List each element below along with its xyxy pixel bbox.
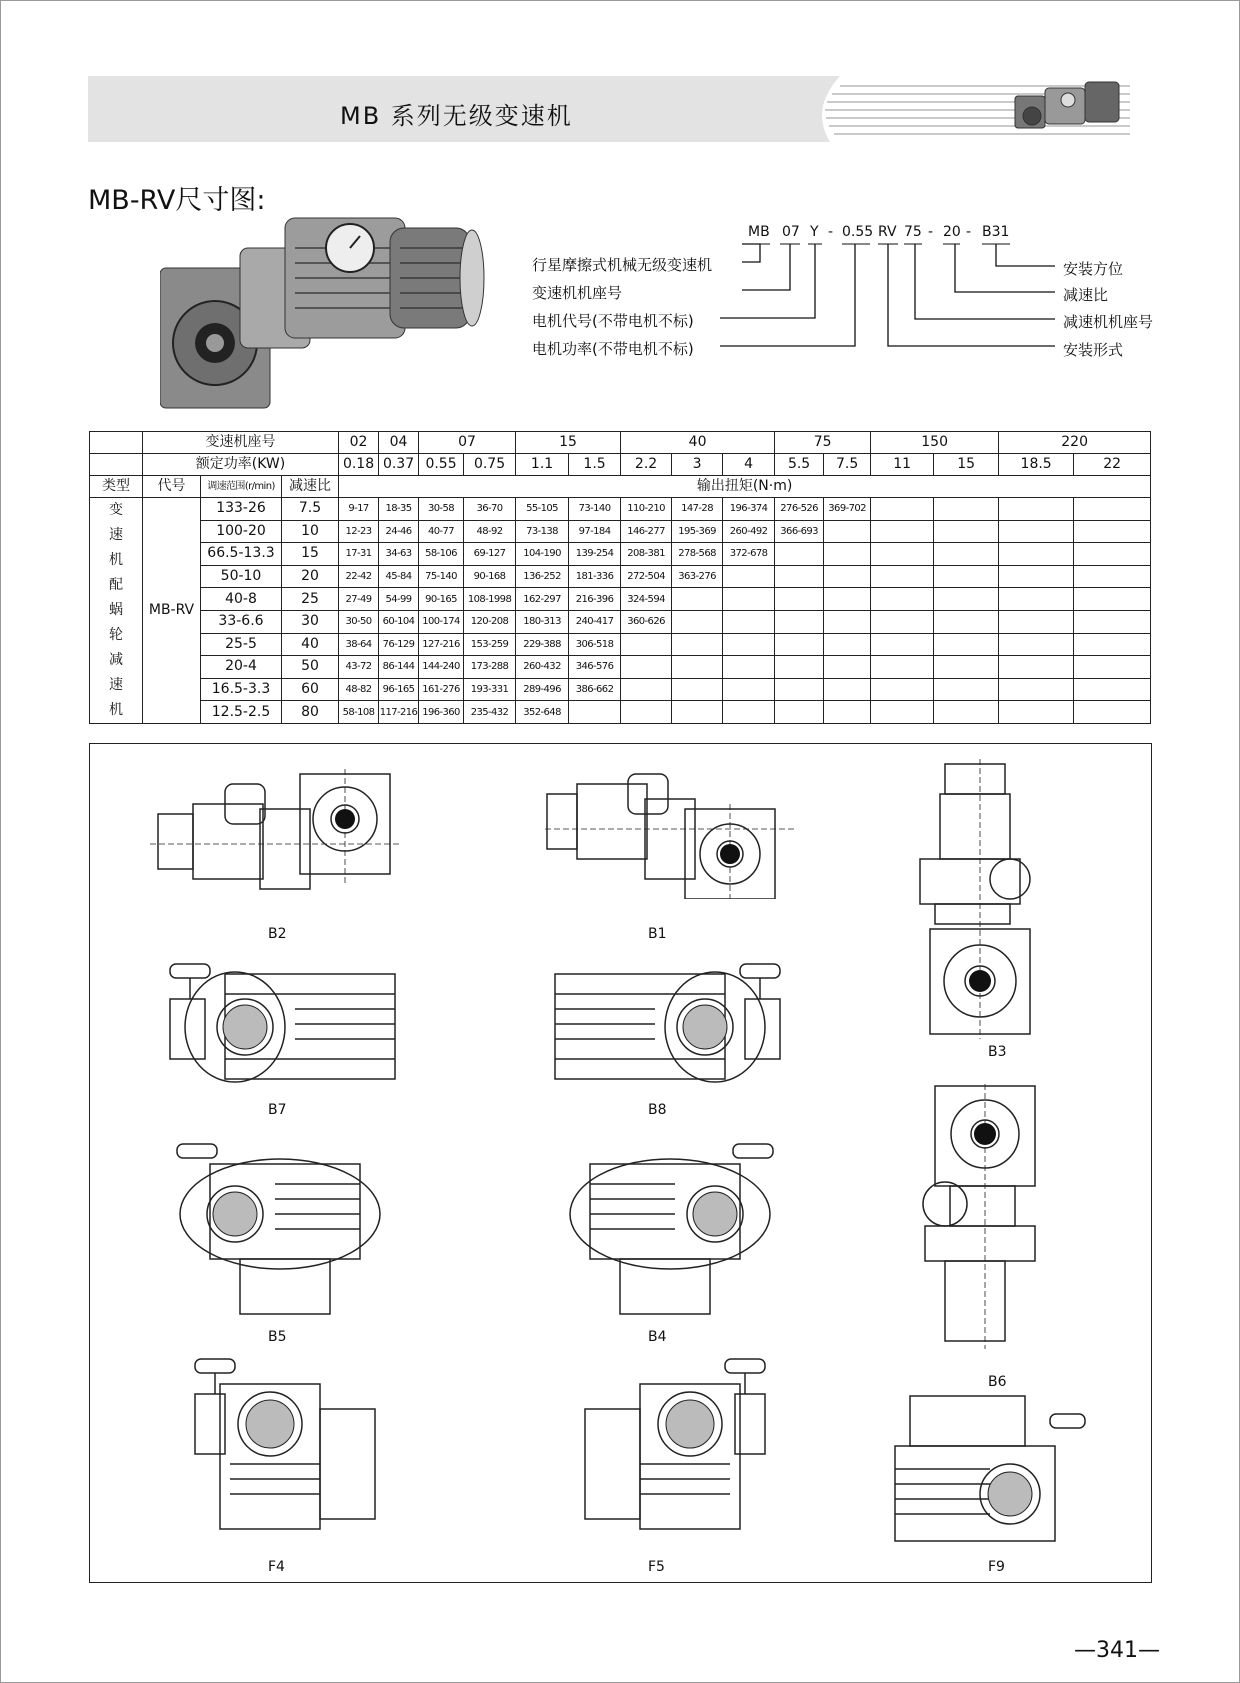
torque-cell	[775, 656, 824, 679]
mount-label-b6: B6	[988, 1374, 1007, 1390]
torque-cell: 346-576	[569, 656, 621, 679]
drawing-b4	[560, 1134, 775, 1319]
label-mount-position: 安装方位	[1063, 260, 1124, 278]
power-value: 4	[723, 454, 775, 476]
torque-cell: 366-693	[775, 520, 824, 543]
torque-cell: 289-496	[516, 678, 569, 701]
torque-cell	[871, 701, 934, 724]
frame-size: 15	[516, 432, 621, 454]
mount-label-f9: F9	[988, 1559, 1005, 1575]
code-dash: -	[966, 224, 972, 240]
torque-cell: 386-662	[569, 678, 621, 701]
ratio-cell: 40	[282, 633, 339, 656]
torque-cell	[999, 701, 1074, 724]
frame-size: 04	[379, 432, 419, 454]
drawing-b1	[545, 769, 795, 899]
torque-cell	[723, 565, 775, 588]
torque-cell	[999, 543, 1074, 566]
torque-cell: 76-129	[379, 633, 419, 656]
torque-cell: 75-140	[419, 565, 464, 588]
range-cell: 66.5-13.3	[201, 543, 282, 566]
type-char: 速	[109, 677, 123, 693]
mount-label-f5: F5	[648, 1559, 665, 1575]
torque-cell: 9-17	[339, 498, 379, 521]
torque-cell	[723, 701, 775, 724]
torque-cell: 38-64	[339, 633, 379, 656]
torque-cell: 229-388	[516, 633, 569, 656]
blank-cell	[90, 432, 143, 454]
torque-cell	[999, 520, 1074, 543]
row-label-power: 额定功率(KW)	[143, 454, 339, 476]
power-value: 2.2	[621, 454, 672, 476]
range-cell: 20-4	[201, 656, 282, 679]
table-row	[90, 678, 1151, 701]
torque-cell: 18-35	[379, 498, 419, 521]
torque-cell	[723, 588, 775, 611]
table-row	[90, 520, 1151, 543]
torque-cell	[672, 633, 723, 656]
torque-cell	[934, 498, 999, 521]
torque-cell: 54-99	[379, 588, 419, 611]
drawing-b7	[165, 959, 400, 1089]
label-mount-type: 安装形式	[1063, 341, 1124, 359]
mount-label-b2: B2	[268, 926, 287, 942]
torque-cell	[824, 678, 871, 701]
torque-cell: 58-108	[339, 701, 379, 724]
torque-cell	[871, 588, 934, 611]
torque-cell: 153-259	[464, 633, 516, 656]
col-header-type: 类型	[90, 476, 143, 498]
torque-cell	[672, 701, 723, 724]
torque-cell	[1074, 588, 1151, 611]
mount-label-b3: B3	[988, 1044, 1007, 1060]
table-row	[90, 610, 1151, 633]
torque-cell	[934, 588, 999, 611]
torque-cell	[1074, 678, 1151, 701]
range-cell: 16.5-3.3	[201, 678, 282, 701]
frame-size: 07	[419, 432, 516, 454]
torque-cell	[1074, 656, 1151, 679]
torque-cell: 260-492	[723, 520, 775, 543]
torque-cell: 36-70	[464, 498, 516, 521]
label-reducer-frame: 减速机机座号	[1063, 313, 1154, 331]
torque-cell: 161-276	[419, 678, 464, 701]
torque-cell: 144-240	[419, 656, 464, 679]
code-frame: 07	[782, 224, 800, 240]
mount-label-b8: B8	[648, 1102, 667, 1118]
type-char: 变	[109, 502, 123, 518]
torque-cell	[1074, 701, 1151, 724]
frame-size: 75	[775, 432, 871, 454]
torque-cell: 104-190	[516, 543, 569, 566]
torque-cell	[621, 633, 672, 656]
torque-cell	[1074, 565, 1151, 588]
code-dash: -	[828, 224, 834, 240]
torque-cell: 108-1998	[464, 588, 516, 611]
code-position: B31	[982, 224, 1010, 240]
torque-cell: 73-138	[516, 520, 569, 543]
torque-cell	[672, 610, 723, 633]
torque-cell: 363-276	[672, 565, 723, 588]
label-planetary: 行星摩擦式机械无级变速机	[532, 256, 713, 274]
torque-cell: 146-277	[621, 520, 672, 543]
torque-cell: 90-168	[464, 565, 516, 588]
drawing-b3	[915, 759, 1045, 1039]
power-value: 0.55	[419, 454, 464, 476]
torque-cell: 272-504	[621, 565, 672, 588]
mount-label-b7: B7	[268, 1102, 287, 1118]
torque-cell: 306-518	[569, 633, 621, 656]
col-header-torque: 输出扭矩(N·m)	[339, 476, 1151, 498]
torque-cell: 127-216	[419, 633, 464, 656]
code-motor: Y	[810, 224, 819, 240]
table-row-headers	[90, 476, 1151, 498]
torque-cell: 96-165	[379, 678, 419, 701]
code-power: 0.55	[842, 224, 874, 240]
torque-cell: 24-46	[379, 520, 419, 543]
torque-cell	[723, 678, 775, 701]
torque-cell	[824, 701, 871, 724]
col-header-code: 代号	[143, 476, 201, 498]
torque-cell: 162-297	[516, 588, 569, 611]
page-title: MB 系列无级变速机	[340, 102, 573, 130]
torque-cell	[934, 610, 999, 633]
drawing-b2	[150, 769, 400, 894]
table-row	[90, 588, 1151, 611]
type-char: 蜗	[109, 602, 123, 618]
torque-cell: 276-526	[775, 498, 824, 521]
torque-cell: 48-92	[464, 520, 516, 543]
table-row	[90, 565, 1151, 588]
page-number: —341—	[1074, 1638, 1160, 1663]
torque-cell: 235-432	[464, 701, 516, 724]
torque-cell	[824, 588, 871, 611]
torque-cell	[723, 656, 775, 679]
torque-cell	[775, 588, 824, 611]
torque-cell: 139-254	[569, 543, 621, 566]
torque-cell	[1074, 498, 1151, 521]
torque-cell	[871, 543, 934, 566]
ratio-cell: 25	[282, 588, 339, 611]
table-row	[90, 656, 1151, 679]
torque-cell: 100-174	[419, 610, 464, 633]
table-row-frame	[90, 432, 1151, 454]
power-value: 11	[871, 454, 934, 476]
torque-cell: 136-252	[516, 565, 569, 588]
torque-cell	[621, 678, 672, 701]
torque-cell	[672, 656, 723, 679]
torque-cell	[934, 678, 999, 701]
torque-cell	[672, 678, 723, 701]
torque-cell	[934, 701, 999, 724]
code-ratio: 20	[943, 224, 961, 240]
torque-cell	[871, 656, 934, 679]
type-char: 减	[109, 652, 123, 668]
torque-cell: 48-82	[339, 678, 379, 701]
torque-cell: 181-336	[569, 565, 621, 588]
col-header-range: 调速范围(r/min)	[201, 476, 282, 498]
torque-body	[90, 498, 1151, 724]
ratio-cell: 50	[282, 656, 339, 679]
torque-cell	[723, 610, 775, 633]
row-label-frame: 变速机座号	[143, 432, 339, 454]
section-title: MB-RV尺寸图:	[88, 185, 266, 216]
torque-cell	[999, 678, 1074, 701]
torque-cell: 97-184	[569, 520, 621, 543]
torque-cell: 110-210	[621, 498, 672, 521]
torque-table	[89, 431, 1151, 724]
code-reducer: RV	[878, 224, 897, 240]
torque-cell: 278-568	[672, 543, 723, 566]
range-cell: 12.5-2.5	[201, 701, 282, 724]
range-cell: 100-20	[201, 520, 282, 543]
frame-size: 02	[339, 432, 379, 454]
product-photo	[160, 208, 490, 420]
torque-cell	[1074, 520, 1151, 543]
torque-cell	[672, 588, 723, 611]
ratio-cell: 30	[282, 610, 339, 633]
type-char: 轮	[109, 627, 123, 643]
torque-cell: 372-678	[723, 543, 775, 566]
range-cell: 40-8	[201, 588, 282, 611]
torque-cell: 240-417	[569, 610, 621, 633]
torque-cell: 208-381	[621, 543, 672, 566]
torque-cell	[569, 701, 621, 724]
range-cell: 25-5	[201, 633, 282, 656]
label-motor-power: 电机功率(不带电机不标)	[532, 340, 694, 358]
power-value: 0.37	[379, 454, 419, 476]
torque-cell: 260-432	[516, 656, 569, 679]
power-value: 18.5	[999, 454, 1074, 476]
ratio-cell: 15	[282, 543, 339, 566]
torque-cell: 180-313	[516, 610, 569, 633]
torque-cell: 173-288	[464, 656, 516, 679]
torque-cell: 40-77	[419, 520, 464, 543]
drawing-b5	[175, 1134, 390, 1319]
drawing-f9	[890, 1394, 1090, 1544]
power-value: 7.5	[824, 454, 871, 476]
torque-cell: 324-594	[621, 588, 672, 611]
torque-cell	[824, 610, 871, 633]
torque-cell	[999, 656, 1074, 679]
ratio-cell: 60	[282, 678, 339, 701]
torque-cell	[824, 543, 871, 566]
type-char: 配	[109, 577, 123, 593]
code-reducer-size: 75	[904, 224, 922, 240]
torque-cell: 195-369	[672, 520, 723, 543]
ratio-cell: 7.5	[282, 498, 339, 521]
torque-cell	[824, 565, 871, 588]
torque-cell	[934, 520, 999, 543]
torque-cell	[871, 633, 934, 656]
range-cell: 133-26	[201, 498, 282, 521]
torque-cell: 34-63	[379, 543, 419, 566]
torque-cell	[775, 678, 824, 701]
torque-cell: 73-140	[569, 498, 621, 521]
torque-cell: 30-58	[419, 498, 464, 521]
torque-cell: 117-216	[379, 701, 419, 724]
torque-cell	[621, 701, 672, 724]
torque-cell	[824, 633, 871, 656]
code-dash: -	[928, 224, 934, 240]
torque-cell	[999, 565, 1074, 588]
torque-cell: 90-165	[419, 588, 464, 611]
torque-cell: 86-144	[379, 656, 419, 679]
code-cell: MB-RV	[143, 498, 201, 724]
power-value: 0.18	[339, 454, 379, 476]
torque-cell: 58-106	[419, 543, 464, 566]
drawing-f5	[570, 1354, 770, 1534]
torque-cell	[824, 520, 871, 543]
torque-cell: 360-626	[621, 610, 672, 633]
mount-label-b5: B5	[268, 1329, 287, 1345]
torque-cell	[871, 498, 934, 521]
power-value: 0.75	[464, 454, 516, 476]
torque-cell	[723, 633, 775, 656]
torque-cell: 120-208	[464, 610, 516, 633]
torque-cell	[775, 565, 824, 588]
ratio-cell: 80	[282, 701, 339, 724]
type-cell	[90, 498, 143, 724]
mounting-drawings-panel	[89, 743, 1152, 1583]
mount-label-f4: F4	[268, 1559, 285, 1575]
torque-cell	[871, 520, 934, 543]
col-header-ratio: 减速比	[282, 476, 339, 498]
torque-cell	[934, 565, 999, 588]
header-product-thumbnail	[800, 76, 1150, 142]
range-cell: 33-6.6	[201, 610, 282, 633]
torque-cell: 147-28	[672, 498, 723, 521]
torque-cell: 55-105	[516, 498, 569, 521]
torque-cell: 22-42	[339, 565, 379, 588]
table-row	[90, 633, 1151, 656]
torque-cell	[824, 656, 871, 679]
torque-cell	[999, 610, 1074, 633]
torque-cell	[775, 543, 824, 566]
torque-cell	[1074, 633, 1151, 656]
type-char: 速	[109, 527, 123, 543]
label-motor-code: 电机代号(不带电机不标)	[532, 312, 694, 330]
torque-cell	[621, 656, 672, 679]
table-row	[90, 701, 1151, 724]
label-frame-size: 变速机机座号	[532, 284, 623, 302]
torque-cell	[775, 633, 824, 656]
code-mb: MB	[748, 224, 770, 240]
torque-cell: 369-702	[824, 498, 871, 521]
range-cell: 50-10	[201, 565, 282, 588]
frame-size: 40	[621, 432, 775, 454]
torque-cell	[775, 610, 824, 633]
type-char: 机	[109, 702, 123, 718]
torque-cell: 30-50	[339, 610, 379, 633]
torque-cell	[999, 588, 1074, 611]
power-value: 1.5	[569, 454, 621, 476]
torque-cell: 196-374	[723, 498, 775, 521]
torque-cell: 60-104	[379, 610, 419, 633]
torque-cell: 12-23	[339, 520, 379, 543]
drawing-b8	[550, 959, 785, 1089]
torque-cell	[999, 498, 1074, 521]
table-row	[90, 543, 1151, 566]
ratio-cell: 10	[282, 520, 339, 543]
torque-cell: 196-360	[419, 701, 464, 724]
torque-cell	[934, 633, 999, 656]
torque-cell: 193-331	[464, 678, 516, 701]
blank-cell	[90, 454, 143, 476]
torque-cell	[871, 610, 934, 633]
ratio-cell: 20	[282, 565, 339, 588]
table-row-power	[90, 454, 1151, 476]
torque-cell	[871, 678, 934, 701]
torque-cell: 69-127	[464, 543, 516, 566]
power-value: 1.1	[516, 454, 569, 476]
type-char: 机	[109, 552, 123, 568]
torque-cell: 27-49	[339, 588, 379, 611]
mount-label-b4: B4	[648, 1329, 667, 1345]
torque-cell: 43-72	[339, 656, 379, 679]
torque-cell	[934, 543, 999, 566]
frame-size: 150	[871, 432, 999, 454]
power-value: 22	[1074, 454, 1151, 476]
mount-label-b1: B1	[648, 926, 667, 942]
torque-cell	[775, 701, 824, 724]
drawing-b6	[915, 1084, 1045, 1349]
torque-cell	[1074, 543, 1151, 566]
torque-cell: 17-31	[339, 543, 379, 566]
frame-size: 220	[999, 432, 1151, 454]
torque-cell	[1074, 610, 1151, 633]
table-row	[90, 498, 1151, 521]
torque-cell	[999, 633, 1074, 656]
label-ratio: 减速比	[1063, 286, 1109, 304]
power-value: 15	[934, 454, 999, 476]
drawing-f4	[190, 1354, 390, 1534]
power-value: 5.5	[775, 454, 824, 476]
torque-cell: 45-84	[379, 565, 419, 588]
power-value: 3	[672, 454, 723, 476]
torque-cell	[934, 656, 999, 679]
torque-cell	[871, 565, 934, 588]
torque-cell: 216-396	[569, 588, 621, 611]
torque-cell: 352-648	[516, 701, 569, 724]
